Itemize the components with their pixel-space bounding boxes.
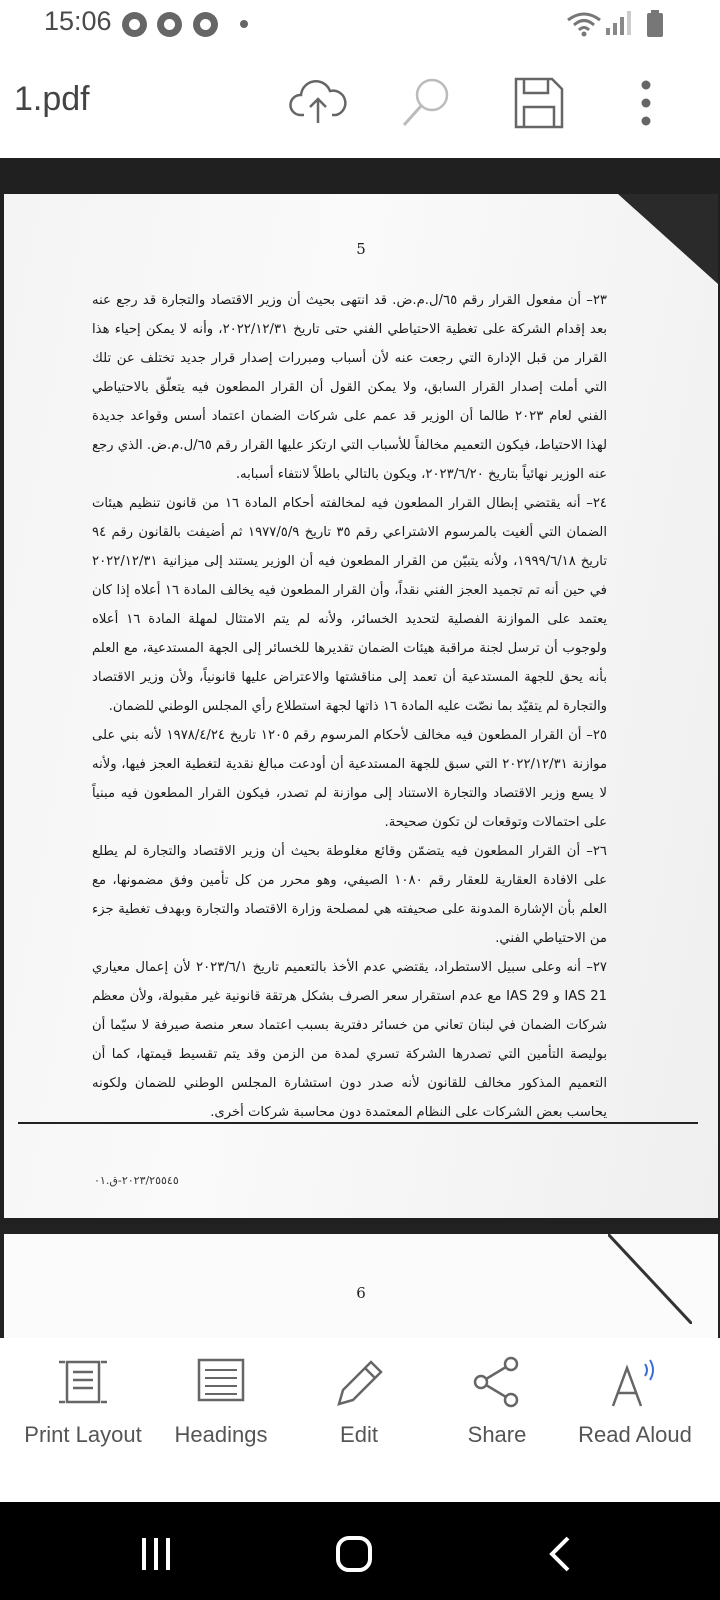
back-icon [532,1524,592,1584]
paragraph: ٢٣– أن مفعول القرار رقم ٦٥/ل.م.ض. قد انتهى بحيث أن وزير الاقتصاد والتجارة قد رجع عنه بعد إقدام الشركة على تغطية الاحتياطي الفني حتى تاريخ ٢٠٢٢/١٢/٣١، وأنه لا يمكن إحياء هذا القرار من قبل الإدارة التي رجعت عنه لأن أسباب ومبررات إصدار قرار جديد تختلف عن تلك التي أملت إصدار القرار السابق، ولا يمكن القول أن القرار المطعون فيه يتعلّق بالاحتياطي الفني لعام ٢٠٢٣ طالما أن الوزير قد عمم على شركات الضمان اعتماد أسس وقواعد جديدة لهذا الاحتياط، فيكون التعميم مخالفاً للأسباب التي ارتكز عليها القرار رقم ٦٥/ل.م.ض. الذي رجع عنه الوزير نهائياً بتاريخ ٢٠٢٣/٦/٢٠، ويكون بالتالي باطلاً لانتفاء أسبابه. [92,293,608,482]
paragraph: ٢٥– أن القرار المطعون فيه مخالف لأحكام المرسوم رقم ١٢٠٥ تاريخ ١٩٧٨/٤/٢٤ لأنه بني على موازنة ٢٠٢٢/١٢/٣١ التي سبق للجهة المستدعية أن أودعت مبالغ نقدية لتغطية العجز فيها، ولأنه لا يسع وزير الاقتصاد والتجارة الاستناد إلى موازنة لم تصدر، فيكون القرار المطعون فيه مبنياً على احتمالات وتوقعات لن تكون صحيحة. [92,728,608,830]
page-6 [0,1224,720,1338]
recent-apps-icon [126,1524,186,1584]
home-icon [324,1524,384,1584]
page-5 [0,158,720,1238]
status-bar [0,0,720,48]
headings-button[interactable] [146,1354,296,1474]
headings-icon [193,1354,249,1410]
reference-code: ٢٠٢٣/٢٥٥٤٥-ق.٠١ [94,1174,179,1187]
app-bar [0,48,720,158]
bottom-toolbar [0,1338,720,1502]
chrome-icon [193,12,218,37]
pencil-icon [331,1354,387,1410]
recent-apps-button[interactable] [126,1524,186,1584]
headings-label: Headings [174,1422,268,1447]
wifi-icon [566,10,602,38]
notification-dot [240,20,248,28]
read-aloud-icon [607,1354,663,1410]
signal-icon [604,10,632,36]
print-layout-icon [55,1354,111,1410]
home-button[interactable] [324,1524,384,1584]
page-number: 5 [356,240,366,258]
next-page-number: 6 [356,1284,366,1302]
status-time: 15:06 [44,6,112,36]
battery-icon [644,10,666,38]
document-title: 1.pdf [14,80,90,118]
navigation-bar [0,1502,720,1600]
page-photo [4,194,718,1218]
page-corner [608,1234,692,1324]
page-divider [18,1122,698,1124]
more-icon[interactable] [616,73,676,133]
chrome-icon [157,12,182,37]
page-corner [618,194,718,284]
read-aloud-button[interactable] [560,1354,710,1474]
search-icon[interactable] [398,73,458,133]
document-viewer[interactable] [0,158,720,1338]
save-icon[interactable] [508,73,568,133]
edit-label: Edit [340,1422,378,1447]
share-icon [469,1354,525,1410]
edit-button[interactable] [284,1354,434,1474]
print-layout-label: Print Layout [24,1422,142,1447]
chrome-icon [122,12,147,37]
paragraph: ٢٤– أنه يقتضي إبطال القرار المطعون فيه لمخالفته أحكام المادة ١٦ من قانون تنظيم هيئات الضمان التي ألغيت بالمرسوم الاشتراعي رقم ٣٥ تاريخ ١٩٧٧/٥/٩ ثم أضيفت بالقانون رقم ٩٤ تاريخ ١٩٩٩/٦/١٨، ولأنه يتبيّن من القرار المطعون فيه أن الوزير يستند إلى ميزانية ٢٠٢٢/١٢/٣١ في حين أنه تم تجميد العجز الفني نقداً، وأن القرار المطعون فيه يخالف المادة ١٦ أعلاه إذا كان يعتمد على الموازنة الفصلية لتحديد الخسائر، ولأنه لم يتم الامتثال لمهلة المادة ١٦ أعلاه ولوجوب أن ترسل لجنة مراقبة هيئات الضمان تقديرها للخسائر إلى الجهة المستدعية، مع العلم بأنه يحق للجهة المستدعية أن تعمد إلى مناقشتها والاعتراض عليها قانونياً، ولأن وزير الاقتصاد والتجارة لم يتقيّد بما نصّت عليه المادة ١٦ ذاتها لجهة استطلاع رأي المجلس الوطني للضمان. [92,496,607,714]
print-layout-button[interactable] [8,1354,158,1474]
document-body [92,286,607,1127]
upload-icon[interactable] [288,73,348,133]
share-label: Share [467,1422,527,1447]
paragraph: ٢٧– أنه وعلى سبيل الاستطراد، يقتضي عدم الأخذ بالتعميم تاريخ ٢٠٢٣/٦/١ لأن إعمال معياري IAS 21 و IAS 29 مع عدم استقرار سعر الصرف بشكل هرتقة قانونية غير مقبولة، ولأن معظم شركات الضمان في لبنان تعاني من خسائر دفترية بسبب اعتماد سعر منصة صيرفة لا سيّما أن بوليصة التأمين التي تصدرها الشركة تسري لمدة من الزمن وقد يتم تقسيط قيمتها، كما أن التعميم المذكور مخالف للقانون لأنه صدر دون استشارة المجلس الوطني للضمان ولكونه يحاسب بعض الشركات على النظام المعتمدة دون محاسبة شركات أخرى. [92,960,607,1120]
read-aloud-label: Read Aloud [578,1422,692,1447]
share-button[interactable] [422,1354,572,1474]
back-button[interactable] [532,1524,592,1584]
next-page-photo [4,1234,718,1338]
paragraph: ٢٦– أن القرار المطعون فيه يتضمّن وقائع مغلوطة بحيث أن وزير الاقتصاد والتجارة لم يطلع على الافادة العقارية للعقار رقم ١٠٨٠ الصيفي، وهو محرر من كل تأمين وفق مضمونها، مع العلم بأن الإشارة المدونة على صحيفته هي لمصلحة وزارة الاقتصاد والتجارة وبهدف تغطية جزء من الاحتياطي الفني. [92,844,607,946]
